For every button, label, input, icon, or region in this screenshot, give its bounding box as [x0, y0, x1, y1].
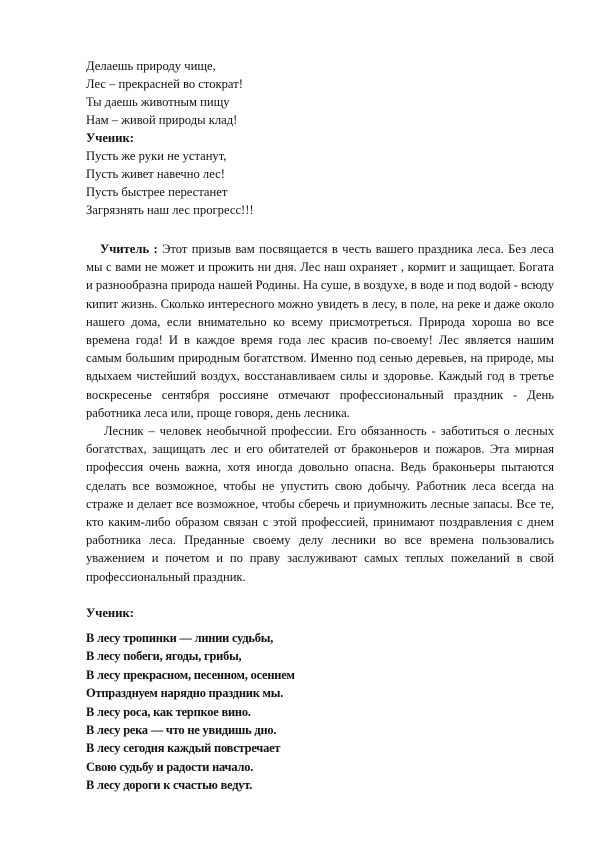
teacher-label: Учитель :: [100, 242, 158, 256]
student-label: Ученик:: [86, 606, 134, 620]
poem-line: Пусть быстрее перестанет: [86, 185, 228, 199]
teacher-speech: [86, 240, 554, 586]
poem-line: В лесу прекрасном, песенном, осеннем: [86, 667, 295, 682]
poem-line: В лесу тропинки — линии судьбы,: [86, 631, 274, 645]
poem-line: Свою судьбу и радости начало.: [86, 759, 254, 774]
poem-line: Лес – прекрасней во стократ!: [86, 77, 243, 91]
poem-line: Пусть же руки не устанут,: [86, 149, 227, 163]
poem-3: [86, 629, 295, 795]
teacher-text-1: Этот призыв вам посвящается в честь вашего праздника леса. Без леса мы с вами не может и прожить ни дня. Лес наш охраняет , кормит и защищает. Богата и разнообразна природа нашей Родины. На суше, в воздухе, в воде и под водой - всюду кипит жизнь. Сколько интересного можно увидеть в лесу, в поле, на реке и даже около нашего дома, если внимательно ко всему присмотреться. Природа хороша во все времена года! И в каждое время года лес красив по-своему! Лес является нашим самым большим природным богатством. Именно под сенью деревьев, на природе, мы вдыхаем чистейший воздух, восстанавливаем силы и здоровье. Каждый год в третье воскресенье сентября россияне отмечают профессиональный праздник - День работника леса или, проще говоря, день лесника.: [86, 242, 554, 420]
student-label-2-block: [86, 604, 134, 622]
teacher-paragraph-1: [86, 240, 554, 422]
teacher-paragraph-2: [86, 422, 554, 586]
poem-line: В лесу роса, как терпкое вино.: [86, 704, 251, 719]
poem-line: Нам – живой природы клад!: [86, 113, 238, 127]
poem-line: Загрязнять наш лес прогресс!!!: [86, 203, 254, 217]
poem-line: В лесу река — что не увидишь дно.: [86, 723, 277, 738]
poem-line: В лесу побеги, ягоды, грибы,: [86, 649, 242, 664]
poem-line: В лесу сегодня каждый повстречает: [86, 741, 281, 756]
poem-line: Отпразднуем нарядно праздник мы.: [86, 686, 284, 701]
poem-line: Ты даешь животным пищу: [86, 95, 230, 109]
poem-line: Пусть живет навечно лес!: [86, 167, 225, 181]
student-label: Ученик:: [86, 131, 134, 145]
poem-1: [86, 57, 254, 219]
poem-line: Делаешь природу чище,: [86, 59, 216, 73]
poem-line: В лесу дороги к счастью ведут.: [86, 778, 253, 793]
teacher-text-2: Лесник – человек необычной профессии. Его обязанность - заботиться о лесных богатствах, защищать лес и его обитателей от браконьеров и пожаров. Эта мирная профессия очень важна, хотя иногда довольно опасна. Ведь браконьеры пытаются сделать все возможное, чтобы не упустить свою добычу. Работник леса всегда на страже и делает все возможное, чтобы сберечь и приумножить лесные запасы. Все те, кто каким-либо образом связан с этой профессией, принимают поздравления с днем работника леса. Преданные своему делу лесники во все времена пользовались уважением и почетом и по праву заслуживают самых теплых пожеланий в свой профессиональный праздник.: [86, 424, 554, 584]
